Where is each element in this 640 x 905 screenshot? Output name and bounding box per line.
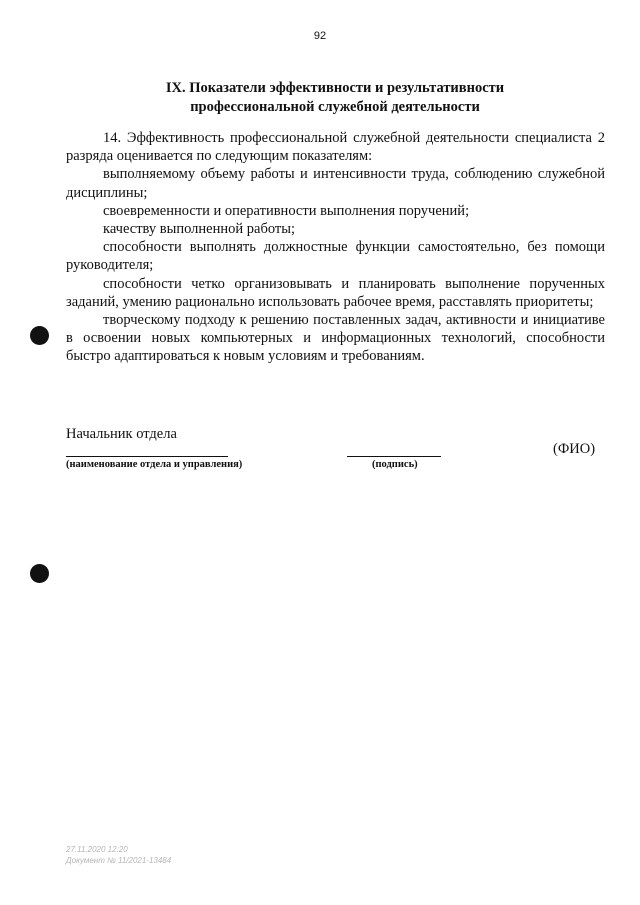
signature-line — [347, 456, 441, 457]
section-title-line-1: IX. Показатели эффективности и результативности — [165, 80, 505, 96]
section-heading — [0, 79, 640, 117]
name-placeholder: (ФИО) — [553, 441, 596, 457]
footer-stamp-line-1: 27.11.2020 12:20 — [66, 845, 128, 854]
criterion-item: способности четко организовывать и планировать выполнение порученных заданий, умению рационально использовать рабочее время, расставлять приоритеты; — [66, 275, 605, 310]
criterion-item: качеству выполненной работы; — [103, 221, 295, 238]
footer-stamp-line-2: Документ № 11/2021-13484 — [66, 856, 172, 865]
signature-caption: (подпись) — [372, 459, 418, 470]
page-number: 92 — [313, 30, 327, 42]
criterion-item: способности выполнять должностные функции самостоятельно, без помощи руководителя; — [66, 239, 605, 274]
punch-hole-bottom — [30, 564, 49, 583]
criterion-item: своевременности и оперативности выполнения поручений; — [103, 202, 470, 219]
section-title-line-2: профессиональной служебной деятельности — [190, 99, 480, 115]
document-body — [66, 129, 605, 366]
department-signature-line — [66, 456, 228, 457]
criterion-item: творческому подходу к решению поставленных задач, активности и инициативе в освоении новых компьютерных и информационных технологий, способности быстро адаптироваться к новым условиям и требованиям. — [66, 312, 605, 365]
signature-position-label: Начальник отдела — [66, 426, 177, 442]
department-caption: (наименование отдела и управления) — [66, 459, 243, 470]
criterion-item: выполняемому объему работы и интенсивности труда, соблюдению служебной дисциплины; — [66, 166, 605, 201]
intro-paragraph: 14. Эффективность профессиональной служебной деятельности специалиста 2 разряда оценивается по следующим показателям: — [66, 130, 605, 165]
punch-hole-top — [30, 326, 49, 345]
